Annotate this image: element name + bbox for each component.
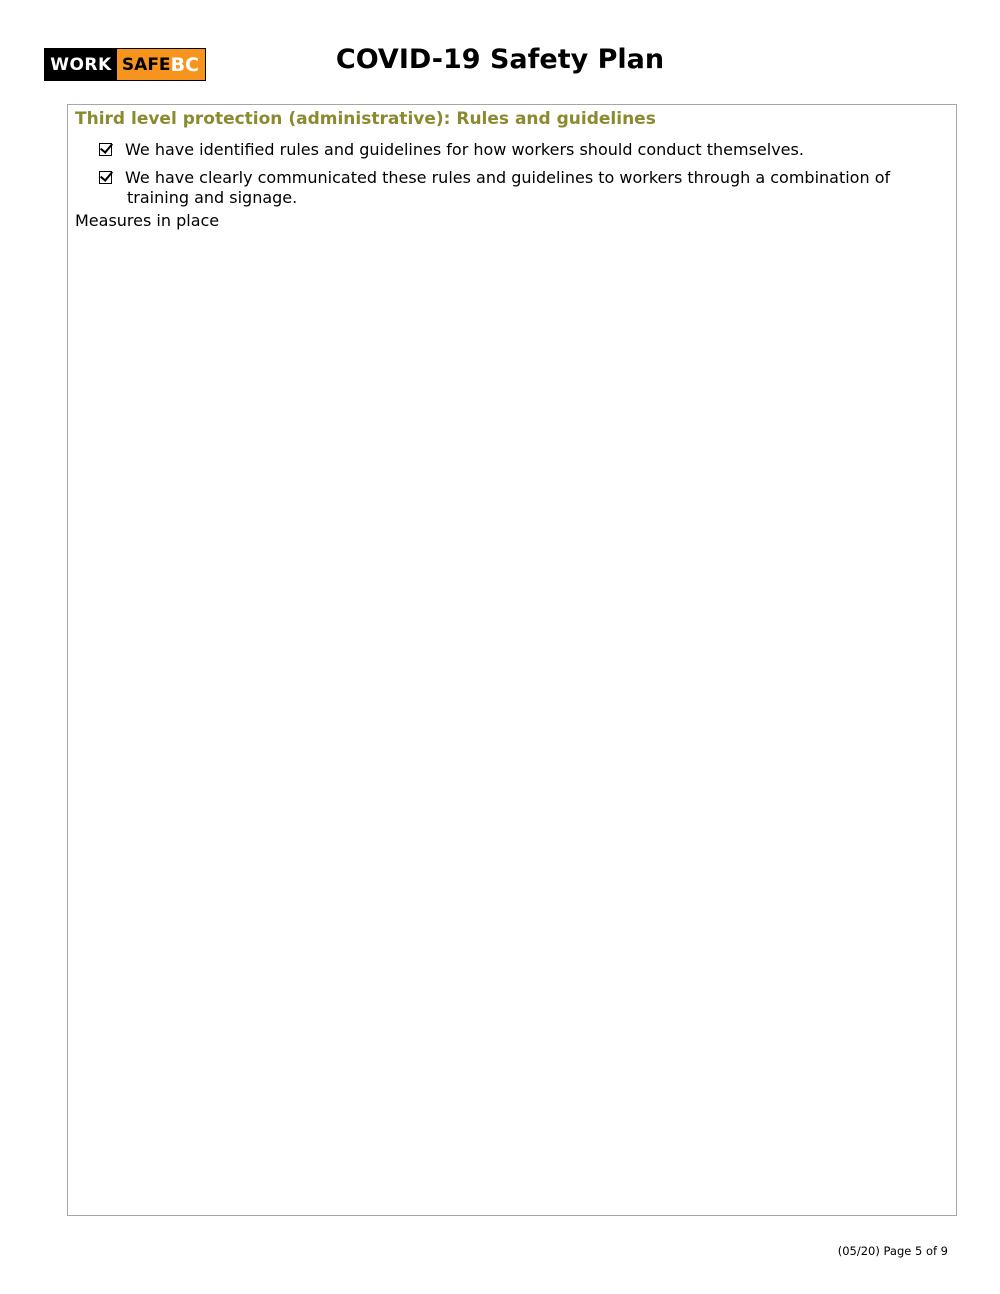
checklist-item-text: We have identified rules and guidelines for how workers should conduct themselves. [125, 140, 804, 159]
checklist-item-text [125, 168, 919, 208]
checklist-item [99, 168, 919, 208]
logo-bc-text: BC [170, 53, 199, 76]
checklist-item [99, 140, 919, 160]
logo-work-text: WORK [45, 49, 117, 80]
checked-checkbox-icon[interactable] [99, 171, 112, 184]
checked-checkbox-icon[interactable] [99, 143, 112, 156]
page-title: COVID-19 Safety Plan [335, 44, 665, 75]
section-heading: Third level protection (administrative): Rules and guidelines [75, 109, 656, 129]
checklist-item-text-line1: We have clearly communicated these rules and guidelines to workers through a combination of [125, 168, 891, 187]
page-footer: (05/20) Page 5 of 9 [837, 1244, 948, 1258]
logo-safe-text: SAFE [121, 54, 171, 75]
measures-in-place-label: Measures in place [75, 211, 220, 230]
rules-guidelines-section [67, 104, 957, 1216]
checklist-item-text-line2: training and signage. [127, 188, 298, 207]
